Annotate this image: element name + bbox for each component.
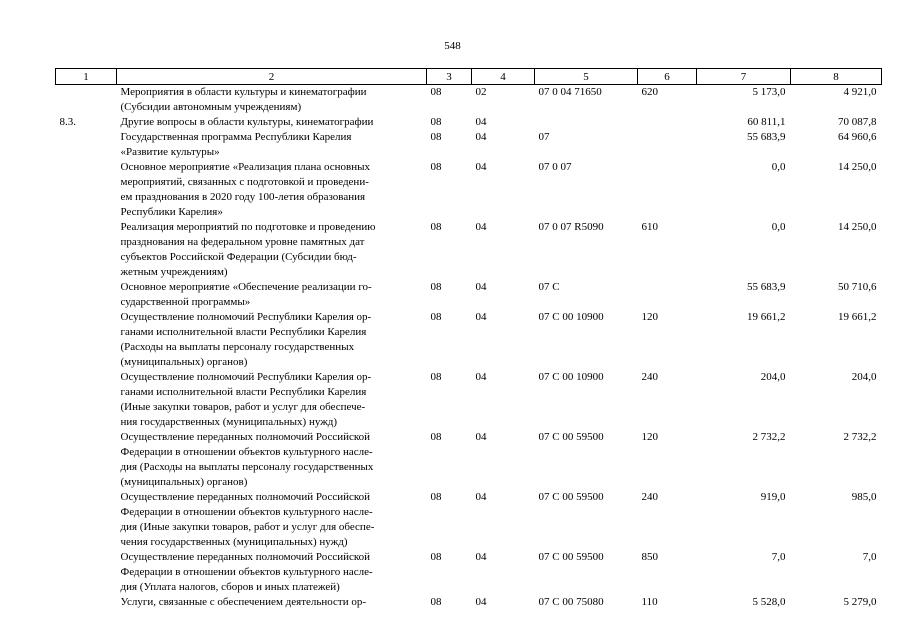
table-body (56, 85, 882, 611)
column-header: 4 (472, 69, 535, 85)
row-name: Другие вопросы в области культуры, кинематографии (120, 116, 374, 128)
row-name: Осуществление полномочий Республики Карелия ор- ганами исполнительной власти Республики Карелия (Иные закупки товаров, работ и услуг для обеспече- ния государственных (муниципальных) нужд) (120, 371, 372, 428)
row-section: 08 (430, 281, 442, 293)
row-target-article: 07 С 00 59500 (538, 431, 604, 443)
row-amount-year2: 7,0 (862, 551, 877, 563)
row-target-article: 07 С 00 10900 (538, 371, 604, 383)
row-amount-year2: 14 250,0 (838, 161, 877, 173)
row-amount-year1: 5 173,0 (752, 86, 786, 98)
row-expense-type (638, 160, 697, 220)
row-section: 08 (430, 371, 442, 383)
row-amount-year2: 2 732,2 (843, 431, 877, 443)
row-section: 08 (430, 551, 442, 563)
header-row (56, 69, 882, 85)
row-subsection: 02 (475, 86, 487, 98)
row-expense-type: 620 (641, 86, 658, 98)
row-number: 8.3. (59, 116, 76, 128)
row-section: 08 (430, 491, 442, 503)
row-name: Осуществление переданных полномочий Российской Федерации в отношении объектов культурного насле- дия (Уплата налогов, сборов и иных платежей) (120, 551, 373, 593)
row-amount-year2: 50 710,6 (838, 281, 877, 293)
row-section: 08 (430, 161, 442, 173)
row-number (56, 370, 117, 430)
row-number (56, 280, 117, 310)
row-number (56, 130, 117, 160)
row-expense-type (638, 280, 697, 310)
row-subsection: 04 (475, 311, 487, 323)
row-amount-year2: 70 087,8 (838, 116, 877, 128)
row-expense-type: 240 (641, 491, 658, 503)
row-amount-year2: 4 921,0 (843, 86, 877, 98)
row-amount-year1: 7,0 (771, 551, 786, 563)
row-subsection: 04 (475, 431, 487, 443)
row-section: 08 (430, 131, 442, 143)
row-amount-year1: 19 661,2 (747, 311, 786, 323)
row-subsection: 04 (475, 161, 487, 173)
row-expense-type: 610 (641, 221, 658, 233)
row-expense-type (638, 115, 697, 130)
row-amount-year1: 204,0 (760, 371, 786, 383)
row-subsection: 04 (475, 371, 487, 383)
row-expense-type: 850 (641, 551, 658, 563)
row-amount-year2: 985,0 (851, 491, 877, 503)
row-amount-year1: 5 528,0 (752, 596, 786, 608)
row-number (56, 160, 117, 220)
column-header: 1 (56, 69, 117, 85)
row-name: Осуществление переданных полномочий Российской Федерации в отношении объектов культурного насле- дия (Расходы на выплаты персоналу государственных (муниципальных) органов) (120, 431, 374, 488)
table-row (56, 310, 882, 370)
row-target-article: 07 0 04 71650 (538, 86, 602, 98)
row-subsection: 04 (475, 221, 487, 233)
table-row (56, 220, 882, 280)
row-subsection: 04 (475, 281, 487, 293)
row-number (56, 490, 117, 550)
column-header: 8 (791, 69, 882, 85)
row-amount-year1: 2 732,2 (752, 431, 786, 443)
table-row (56, 430, 882, 490)
row-name: Реализация мероприятий по подготовке и проведению празднования на федеральном уровне памятных дат субъектов Российской Федерации (Субсидии бюд- жетным учреждениям) (120, 221, 376, 278)
row-name: Государственная программа Республики Карелия «Развитие культуры» (120, 131, 352, 158)
row-target-article: 07 0 07 (538, 161, 572, 173)
row-target-article: 07 С 00 10900 (538, 311, 604, 323)
row-subsection: 04 (475, 116, 487, 128)
row-subsection: 04 (475, 131, 487, 143)
row-expense-type: 240 (641, 371, 658, 383)
row-amount-year1: 55 683,9 (747, 281, 786, 293)
row-expense-type: 110 (641, 596, 658, 608)
row-expense-type: 120 (641, 431, 658, 443)
row-name: Основное мероприятие «Реализация плана основных мероприятий, связанных с подготовкой и проведени- ем празднования в 2020 году 100-летия образования Республики Карелия» (120, 161, 371, 218)
table-row (56, 160, 882, 220)
row-section: 08 (430, 116, 442, 128)
row-amount-year1: 55 683,9 (747, 131, 786, 143)
budget-table (55, 68, 882, 610)
table-row (56, 490, 882, 550)
row-amount-year2: 19 661,2 (838, 311, 877, 323)
row-target-article: 07 С 00 59500 (538, 491, 604, 503)
row-section: 08 (430, 596, 442, 608)
row-amount-year2: 204,0 (851, 371, 877, 383)
row-section: 08 (430, 86, 442, 98)
row-amount-year1: 60 811,1 (747, 116, 786, 128)
table-row (56, 85, 882, 116)
row-name: Основное мероприятие «Обеспечение реализации го- сударственной программы» (120, 281, 372, 308)
column-header: 5 (535, 69, 638, 85)
row-name: Осуществление полномочий Республики Карелия ор- ганами исполнительной власти Республики Карелия (Расходы на выплаты персоналу государственных (муниципальных) органов) (120, 311, 372, 368)
row-expense-type (638, 130, 697, 160)
row-amount-year2: 14 250,0 (838, 221, 877, 233)
column-header: 2 (117, 69, 427, 85)
row-section: 08 (430, 311, 442, 323)
row-target-article: 07 С 00 59500 (538, 551, 604, 563)
row-subsection: 04 (475, 551, 487, 563)
row-subsection: 04 (475, 596, 487, 608)
table-row (56, 550, 882, 595)
table-row (56, 280, 882, 310)
row-target-article: 07 С (538, 281, 560, 293)
row-section: 08 (430, 221, 442, 233)
row-subsection: 04 (475, 491, 487, 503)
table-row (56, 595, 882, 610)
row-name: Мероприятия в области культуры и кинематографии (Субсидии автономным учреждениям) (120, 86, 367, 113)
row-name: Услуги, связанные с обеспечением деятельности ор- (120, 596, 367, 608)
column-header: 7 (697, 69, 791, 85)
column-header: 3 (427, 69, 472, 85)
row-target-article: 07 0 07 R5090 (538, 221, 604, 233)
row-target-article: 07 С 00 75080 (538, 596, 604, 608)
row-amount-year2: 64 960,6 (838, 131, 877, 143)
row-amount-year1: 0,0 (771, 221, 786, 233)
row-target-article (535, 115, 638, 130)
page-number: 548 (444, 40, 461, 52)
row-number (56, 430, 117, 490)
row-expense-type: 120 (641, 311, 658, 323)
row-number (56, 595, 117, 610)
row-amount-year1: 0,0 (771, 161, 786, 173)
row-amount-year1: 919,0 (760, 491, 786, 503)
row-amount-year2: 5 279,0 (843, 596, 877, 608)
row-number (56, 550, 117, 595)
row-number (56, 220, 117, 280)
row-target-article: 07 (538, 131, 550, 143)
table-row (56, 370, 882, 430)
row-name: Осуществление переданных полномочий Российской Федерации в отношении объектов культурного насле- дия (Иные закупки товаров, работ и услуг для обеспе- чения государственных (муниципальных) нужд) (120, 491, 375, 548)
table-row (56, 130, 882, 160)
column-header: 6 (638, 69, 697, 85)
row-number (56, 85, 117, 116)
row-section: 08 (430, 431, 442, 443)
row-number (56, 310, 117, 370)
table-row (56, 115, 882, 130)
